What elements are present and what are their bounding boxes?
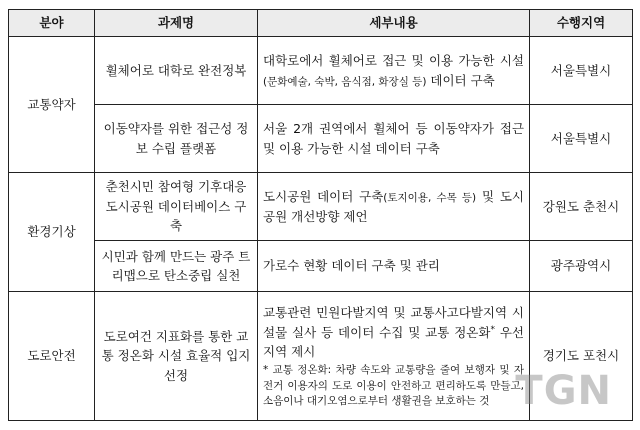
- table-row: [9, 105, 633, 173]
- detail-small-text: (문화예술, 숙박, 음식점, 화장실 등): [263, 75, 427, 88]
- field-cell-traffic-weak: 교통약자: [9, 37, 95, 173]
- region-cell: 강원도 춘천시: [530, 173, 633, 241]
- footnote-text: * 교통 정온화: 차량 속도와 교통량을 줄여 보행자 및 자전거 이용자의 도로 이용이 안전하고 편리하도록 만들고, 소음이나 대기오염으로부터 생활권을 보호하는 것: [263, 364, 524, 407]
- detail-cell: [258, 173, 530, 241]
- header-region: 수행지역: [530, 10, 633, 37]
- header-task: 과제명: [95, 10, 258, 37]
- detail-text: 대학로에서 휠체어로 접근 및 이용 가능한 시설: [263, 53, 524, 69]
- task-cell: 휠체어로 대학로 완전정복: [95, 37, 258, 105]
- detail-small-text: (토지이용, 수목 등): [383, 192, 477, 205]
- region-cell: 서울특별시: [530, 37, 633, 105]
- region-cell: 경기도 포천시: [530, 292, 633, 421]
- detail-text: 도시공원 데이터 구축: [263, 189, 384, 205]
- header-field: 분야: [9, 10, 95, 37]
- detail-cell: 가로수 현황 데이터 구축 및 관리: [258, 241, 530, 292]
- table-row: [9, 173, 633, 241]
- task-cell: 시민과 함께 만드는 광주 트리맵으로 탄소중립 실천: [95, 241, 258, 292]
- task-cell: 이동약자를 위한 접근성 정보 수립 플랫폼: [95, 105, 258, 173]
- detail-tail-text: 데이터 구축: [426, 72, 495, 88]
- detail-tail-text: 우선지역 제시: [263, 324, 525, 359]
- table-row: [9, 37, 633, 105]
- field-cell-environment: 환경기상: [9, 173, 95, 292]
- detail-tail-text: 및 도시공원 개선방향 제언: [263, 189, 524, 224]
- field-cell-road-safety: 도로안전: [9, 292, 95, 421]
- project-table: [8, 9, 633, 421]
- watermark-logo: TGN: [515, 368, 612, 414]
- header-row: [9, 10, 633, 37]
- detail-cell: 서울 2개 권역에서 휠체어 등 이동약자가 접근 및 이용 가능한 시설 데이터 구축: [258, 105, 530, 173]
- detail-text: 교통관련 민원다발지역 및 교통사고다발지역 시설물 실사 등 데이터 수집 및 교통 정온화: [263, 305, 524, 340]
- region-cell: 광주광역시: [530, 241, 633, 292]
- task-cell: 춘천시민 참여형 기후대응 도시공원 데이터베이스 구축: [95, 173, 258, 241]
- header-detail: 세부내용: [258, 10, 530, 37]
- detail-cell: [258, 37, 530, 105]
- region-cell: 서울특별시: [530, 105, 633, 173]
- detail-cell: [258, 292, 530, 421]
- task-cell: 도로여건 지표화를 통한 교통 정온화 시설 효율적 입지선정: [95, 292, 258, 421]
- table-row: [9, 241, 633, 292]
- footnote-marker: *: [490, 324, 495, 335]
